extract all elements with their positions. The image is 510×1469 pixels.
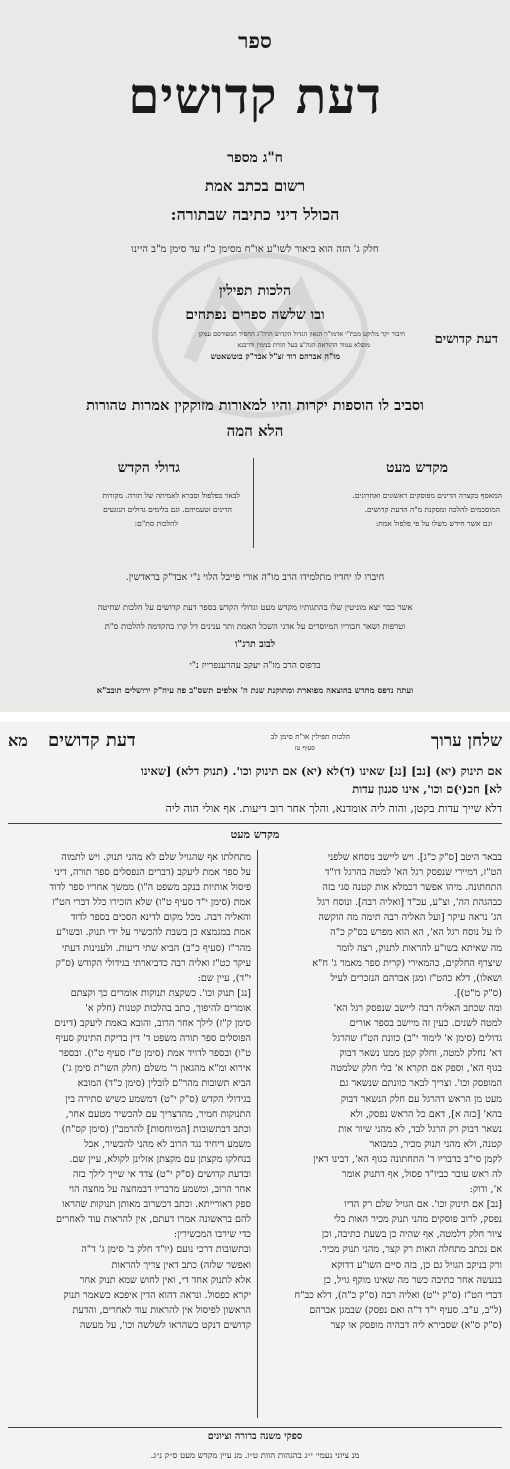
title-page: [0, 0, 510, 712]
subtitle-2: הכולל דיני כתיבה שבתורה:: [170, 205, 340, 224]
left_column-line: כדי שירבו המכשירין:: [173, 1229, 251, 1241]
column-divider: [253, 458, 254, 548]
right-column-title: מקדש מעט: [386, 460, 448, 476]
print-place: לבוב תרנ"ו: [234, 639, 276, 650]
right_column-line: בנעשה אחר כתיבה כשר מה שאינו מוקף גויל, כן: [323, 1274, 502, 1286]
left_column-line: אירוא ומ"א מהגאון ר' משלם (חלק השו"ת סימן ג'): [62, 1063, 251, 1075]
right_column-line: בבאר היטב [ס"ק כ"ג]. ויש ליישב נוסחא שלפני: [327, 852, 502, 863]
right_column-line: אם נכתב מתחלה האות רק קצר, מהני תנוק מכיר.: [318, 1244, 502, 1256]
reprint-line: ועתה נדפס מחדש בהוצאה מפוארת ומתוקנת שנת ה' אלפים תשס"ב פה עיה"ק ירושלים תובב"א: [96, 685, 414, 695]
intro-line-1: אשר כבר יצא מוניטין שלו בהתגותיו מקדש מעט וגדולי הקדש בספר דעת קדושים על הלכות שחיטה: [97, 602, 413, 612]
right_column-line: א', ודוק:: [469, 1184, 502, 1196]
running-header-right: שלחן ערוך: [431, 731, 502, 751]
left-column-line-3: להלכות סת"ם:: [134, 519, 178, 528]
right_column-line: ציור חלק דלמטה, אף שהיה כן בשעת כתיבה, וכן: [321, 1229, 502, 1241]
right_column-line: מעט מן הראש דהרגל עם חלק הנשאר דבוק: [340, 1093, 502, 1105]
left-column-line-2: הדינים וטעמיהם. וגם בלימים גדולים הנוגעים: [103, 505, 232, 514]
right_column-line: דא' נחלק למטה, וחלק קטן ממנו נשאר דבוק: [339, 1048, 502, 1060]
right_column-line: בהא' [כזה א], דאם כל הראש נפסק, ולא: [350, 1108, 502, 1120]
left_column-line: ובתשובות דרכי נועם (יו"ד חלק ב' סימן ג' ד"ה: [81, 1244, 251, 1256]
main-text-line-2: לא] חכ(י)ם וכו', אינו סגנון עדות: [352, 782, 502, 796]
left-column-title: גדולי הקדש: [117, 460, 180, 476]
left_column-line: סימן ק"ז) לילך אחר הרוב, והובא באמת ליעקב (דינים: [54, 1018, 251, 1030]
left_column-line: ואפשר שלזה) כתב דאין צריך להראות: [111, 1259, 251, 1271]
right_column-line: לה ראש עובר כביו"ד פסול, אף דתנוק אומר: [341, 1168, 502, 1180]
right_column-line: כבהגהת הה', וצ"ע, עכ"ד [ואליה רבה]. ונוסח רגל: [317, 897, 502, 909]
left_column-line: מתחלתו אף שהגויל שלם לא מהני תנוק. ויש לתמוה: [61, 852, 251, 863]
right-commentary-column: [259, 850, 502, 1333]
left_column-line: ספק דאורייתא. וכתב דכשרוב מאותן תנוקות שהראו: [62, 1199, 251, 1211]
running-header-left: דעת קדושים: [48, 730, 136, 751]
left_column-line: אמת במגמצא כן בשבת להכשיר על ידי תנוק. ובשו"ע: [56, 927, 251, 939]
running-header-mid: הלכות תפילין או"ח סימן לב: [270, 732, 350, 741]
right_column-line: נשאר דבוק רק הרגל לבד, לא מהני שיור אות: [338, 1123, 502, 1135]
left_column-line: אומרים להיפוך, כתב בהלכות קטנות (חלק א': [85, 1002, 251, 1014]
content-page: [0, 722, 510, 1469]
part-label: ח"ג מספר: [227, 150, 283, 166]
three-books-heading: ובו שלשה ספרים נפתחים: [185, 307, 325, 323]
composer-line: חיברו לו יחדיו מתלמידו הרב מו"ה אורי פייבל הלוי נ"י אבד"ק בראדשין.: [125, 572, 385, 583]
left-commentary-column: [8, 850, 251, 1333]
page-gap: [0, 712, 510, 722]
column-divider-content: [257, 850, 258, 1418]
right_column-line: התחתונה. מיהו אפשר דכמלא אות קטנה סגי בזה: [322, 882, 502, 894]
right_column-line: הג' נראה עיקר [ועל האליה רבה תימה מה הוקשה: [318, 912, 502, 924]
left_column-line: אחר הרוב, ומשמע מדבריו דבמחצה על מחצה הוי: [69, 1184, 251, 1196]
left_column-line: ט"ו) ובספר לדויד אמת (סימן ט"ז סעיף ט"ו). ובספר: [59, 1048, 251, 1060]
left_column-line: משמע דיחיד נגד הרוב לא מהני להכשיר, אבל: [84, 1138, 251, 1150]
left_column-line: [נג] תנוק וכו'. כשקצת תנוקות אומרים כך וקצתם: [70, 987, 251, 999]
author-line-1: חיבור יקר מלוקט מכת"י אדמו"ר הגאון הגדול הקדוש הרה"ג החסיד המפורסם עמקן: [198, 330, 405, 338]
left_column-line: פיסול אותיות בנקב משפט ה"ו) ממשך אחריו ספר לדוד: [49, 882, 251, 894]
left_column-line: ובדעת קדושים (ס"ק י"ט) צדד אי שייך לילך בזה: [72, 1168, 251, 1180]
right_column-line: מה שאיתא בשו"ע להראות לתנוק, רצה לומר: [336, 942, 502, 954]
footer-title: ספקי משנה ברורה וציונים: [207, 1431, 303, 1442]
left_column-line: עיקר כט"ז ואליה רבה כדביארתי בגידולי הקודש (ס"ק: [55, 957, 251, 969]
left_column-line: הביא תשובות מהר"ם לובלין (סימן כ"ד) המובא: [77, 1078, 251, 1090]
right_column-line: דברי הט"ז (ס"ק י"ט) ואליה רבה (ס"ק כ"ה), דלא כב"ח: [294, 1289, 502, 1301]
right_column-line: (ס"ק מ"ט)].: [453, 987, 502, 999]
page-number: מא: [8, 731, 28, 750]
left_column-line: אמת (סימן י"ד סעיף ט"ו) שלא הזכירו כלל דברי הט"ז: [51, 897, 251, 909]
right_column-line: הט"ז, דמיירי שנפסק רגל הא' למטה בהרגל דו"ד: [324, 867, 502, 879]
left_column-line: להם בראשונה אמרו דעתם, אין להראות עוד לאחרים: [56, 1214, 251, 1226]
author-line-2: מופלא עמוד ההוראה הגה"צ בעל תורת בנימין ודרבנא: [237, 341, 370, 349]
footer-note: מנ ציוני נעמי׳ י״ג בהגהות הוות ט״ו. מנ עיין מקדש מעט ס״ק נ״ג.: [150, 1451, 360, 1461]
additions-line: וסביב לו הוספות יקרות והיו למאורות מזוקקין אמרות טהורות: [86, 397, 424, 414]
left_column-line: הראשון לפיסול אין להראות עוד לאחרים, והדעת: [72, 1304, 251, 1316]
left_column-line: יקרא כפסול. ונראה דהוא הדין איפכא כשאמר תנוק: [63, 1289, 251, 1301]
left_column-line: אלא לתנוק אחד די, ואין לחוש שמא תנוק אחר: [79, 1274, 251, 1286]
hala-hama: הלא המה: [226, 422, 284, 440]
hilchot-heading: הלכות תפילין: [218, 283, 292, 299]
right_column-line: שיצרף החלקים, כהמאירי (קרית ספר מאמר ג' ח"א: [312, 957, 502, 969]
right_column-line: ורק בניקב הגויל גם כן, בזה סיים השו"ע דדוקא: [331, 1259, 502, 1271]
right_column-line: ומה שכתב האליה רבה ליישב שנפסק רגל הא': [333, 1002, 502, 1014]
author-line-3: מו"ה אברהם דוד זצ"ל אבד"ק בוטשאטש: [210, 351, 340, 361]
right-column-line-1: המאסף בקצרה הדינים מפוסקים ראשונים ואחרונים.: [352, 491, 502, 500]
right_column-line: קטנה, ולא מהני תנוק מכיר, כמבואר: [369, 1138, 502, 1150]
right-column-line-2: המוסכמים להלכה ומסקנת מ"ה הדעת קדושים.: [364, 505, 500, 514]
right_column-line: [נב] אם תינוק וכו'. אם הגויל שלם רק הדיו: [344, 1199, 502, 1211]
right_column-line: לו על נוסח רגל הא', הא הוא מפרש בס"ק כ"ה: [330, 927, 502, 939]
right_column-line: המופסק וכו'. וצריך לבאר כוונתם שנשאר גם: [339, 1078, 502, 1090]
right_column-line: ושאלו), דלא כהט"ז ומגן אברהם הנזכרים לעיל: [330, 972, 502, 984]
running-header-mid-small: סעיף טז: [294, 744, 315, 752]
main-text-line-1: אם תינוק (יא) [נב] [נג] שאינו (ד)לא (יא) אם תינוק וכו'. (תנוק דלא) [שאינו: [140, 764, 502, 778]
printer-line: בדפוס הרב מו"ה יעקב עהרענפרייז נ"י: [189, 661, 321, 671]
intro-line-2: וטרפות ושאר חבוריו המיוסדים על אדני השכל האמת ותר ענינים דל קרו בהקדמה להלכות ס"ת: [104, 621, 406, 631]
left_column-line: מהר"ז (סעיף כ"ב) הביא שתי דיעות. ולענינות דעתי: [61, 942, 251, 954]
left_column-line: על ספר אמת ליעקב (דברים הנפסלים ספר תורה, דיני: [54, 867, 251, 879]
left_column-line: קדושים דנקט כשהראו לשלשה וכו', על מעשה: [79, 1319, 251, 1331]
right_column-line: גדולים (סימן א' לימוד י"ב) כוונת הט"ז שהרגל: [332, 1033, 502, 1045]
left_column-line: התנוקות חמיר, מהדצריך עם להכשיר מטעם אחר,: [65, 1108, 251, 1120]
left_column-line: והאליה רבה. מכל מקום לדינא הסכים בספר לדוד: [70, 912, 251, 924]
main-text-line-3: דלא שייך עדות בקטן, והוה ליה אומדנא, והלך אחר רוב דיעות. אף אולי הוה ליה: [165, 802, 502, 815]
left_column-line: בנחלקו מקצתן עם מקצתן אזלינן לקולא, עיין שם.: [69, 1153, 251, 1165]
left_column-line: הפוסלים ספר תורה משפט ד' דין בדיקת התינוק סעיף: [55, 1033, 251, 1045]
right_column-line: בגוף הא', וספק אם תקרא א' בלי חלק שלמטה: [330, 1063, 502, 1075]
left-column-line-1: לבאר בפלפול וסברא לאמיתה של תורה. מקורות: [102, 491, 240, 500]
right_column-line: (ל"ב, ע"ב. סעיף י"ד ד"ה ואם נפסק) שבמגן אברהם: [309, 1304, 502, 1316]
left_column-line: וכתב דבתשובות [המיוחסות] להרמב"ן (סימן קס"ח): [61, 1123, 251, 1135]
mikdash-heading: מקדש מעט: [230, 828, 280, 841]
right_column-line: נפסק, לרוב פוסקים מהני תנוק מכיר האות בלי: [333, 1214, 502, 1226]
sefer-label: ספר: [238, 28, 272, 53]
right_column-line: (ס"ק ס"א) שסבירא ליה דבהיה מופסק או קצר: [330, 1319, 502, 1331]
part-description: חלק ג' הזה הוא ביאור לשו"ע או"ח מסימן כ"ז עד סימן מ"ב היינו: [131, 244, 379, 255]
header-rule: [8, 823, 502, 824]
left_column-line: י"ד), עיין שם:: [197, 972, 251, 984]
right_column-line: לקמן סי"ב בדבריו ד' התחתונה בגוף הא', דבינו דאין: [313, 1153, 502, 1165]
subtitle-1: רשום בכתב אמת: [204, 177, 306, 195]
right-column-line-3: וגם אשר חידש משלו על פי פלפול אמת:: [375, 519, 492, 528]
book-title: דעת קדושים: [128, 66, 382, 125]
right_column-line: למטה לשנים. כעין זה מיישב בספר אורים: [349, 1018, 502, 1030]
footer-rule: [8, 1427, 502, 1428]
left_column-line: בגידולי הקדש (ס"ק י"ט) דמשמע כשיש סתירה בין: [65, 1093, 251, 1105]
author-label: דעת קדושים: [434, 332, 498, 347]
